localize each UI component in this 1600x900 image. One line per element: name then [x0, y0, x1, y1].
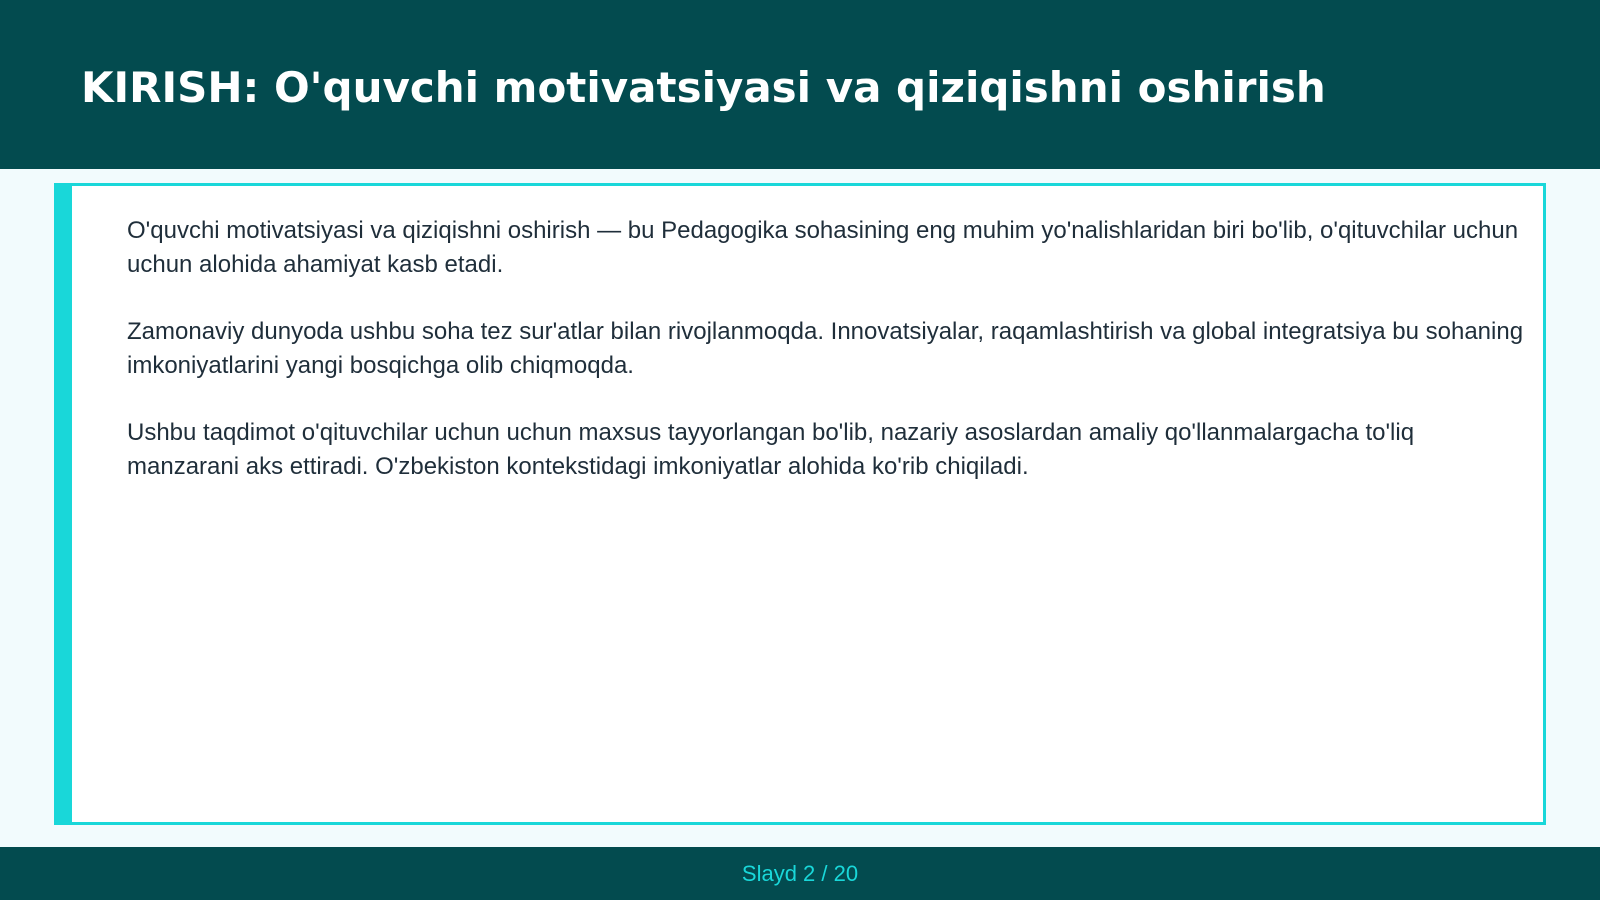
content-body	[127, 214, 1527, 517]
paragraph-intro: O'quvchi motivatsiyasi va qiziqishni oshirish — bu Pedagogika sohasining eng muhim yo'nalishlaridan biri bo'lib, o'qituvchilar uchun uchun alohida ahamiyat kasb etadi.	[127, 217, 1519, 278]
slide-header	[0, 0, 1600, 169]
slide-counter: Slayd 2 / 20	[741, 861, 859, 886]
paragraph-modern-world: Zamonaviy dunyoda ushbu soha tez sur'atlar bilan rivojlanmoqda. Innovatsiyalar, raqamlashtirish va global integratsiya bu sohaning imkoniyatlarini yangi bosqichga olib chiqmoqda.	[127, 318, 1524, 379]
paragraph-presentation-scope: Ushbu taqdimot o'qituvchilar uchun uchun maxsus tayyorlangan bo'lib, nazariy asoslardan amaliy qo'llanmalargacha to'liq manzarani aks ettiradi. O'zbekiston kontekstidagi imkoniyatlar alohida ko'rib chiqiladi.	[127, 419, 1415, 480]
content-card	[54, 183, 1546, 825]
slide-footer	[0, 847, 1600, 900]
slide-title: KIRISH: O'quvchi motivatsiyasi va qiziqishni oshirish	[81, 63, 1326, 112]
